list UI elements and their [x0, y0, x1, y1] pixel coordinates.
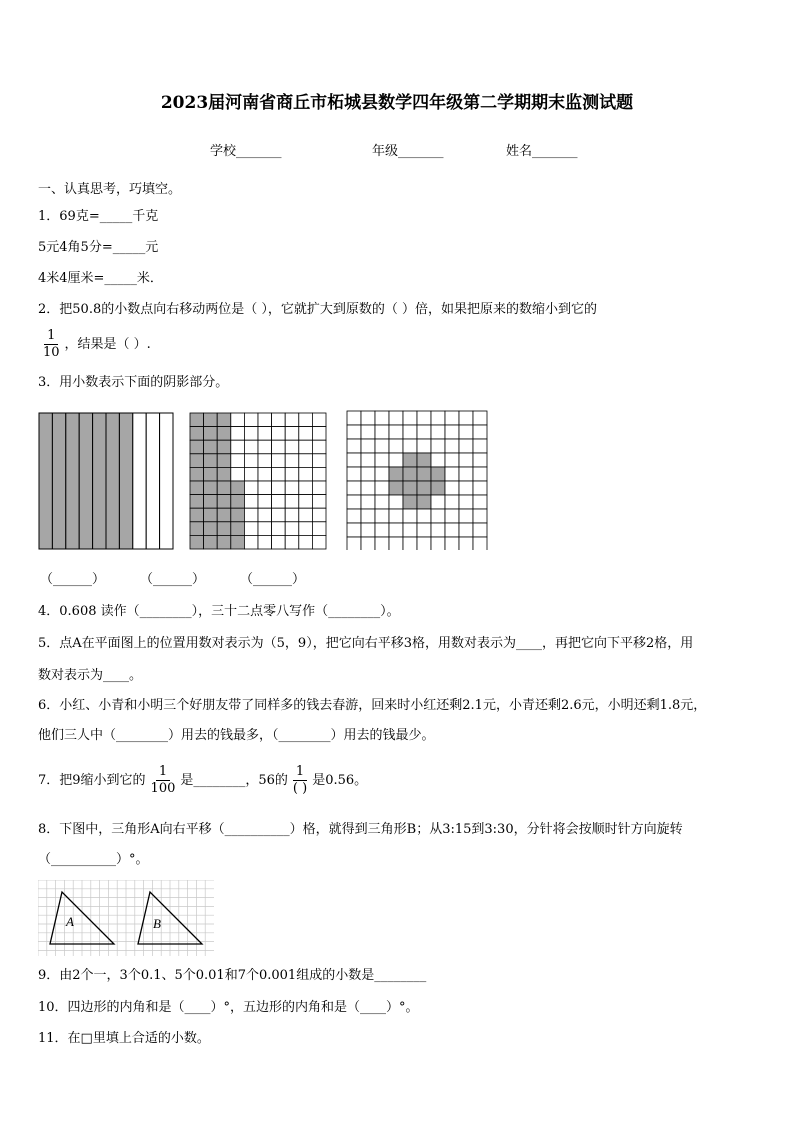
grid-square: [299, 522, 313, 536]
grid-square: [299, 508, 313, 522]
grid-square: [231, 440, 245, 454]
grid-square: [244, 522, 258, 536]
shaded-square: [217, 440, 231, 454]
shaded-square: [403, 495, 417, 509]
grid-square: [375, 523, 389, 537]
grid-square: [375, 425, 389, 439]
fraction-one-hundredth: $\frac{1}{100}$: [150, 764, 176, 796]
strip-column: [119, 413, 132, 549]
grid-square: [299, 467, 313, 481]
shaded-square: [204, 522, 218, 536]
shaded-square: [417, 453, 431, 467]
shaded-square: [389, 481, 403, 495]
shaded-square: [403, 453, 417, 467]
grid-square: [417, 523, 431, 537]
grid-square: [244, 440, 258, 454]
grid-square: [445, 537, 459, 550]
grid-square: [347, 425, 361, 439]
strip-column: [39, 413, 52, 549]
grid-square: [445, 439, 459, 453]
grid-square: [417, 425, 431, 439]
grid-square: [312, 508, 326, 522]
grid-square: [403, 523, 417, 537]
grid-square: [459, 523, 473, 537]
grid-square: [244, 413, 258, 427]
grid-square: [347, 523, 361, 537]
grid-square: [459, 439, 473, 453]
grid-square: [347, 439, 361, 453]
grid-square: [403, 439, 417, 453]
grid-square: [312, 522, 326, 536]
grid-square: [272, 413, 286, 427]
shaded-square: [190, 495, 204, 509]
shaded-square: [204, 535, 218, 549]
grid-square: [285, 413, 299, 427]
grid-square: [347, 453, 361, 467]
grid-square: [459, 481, 473, 495]
grid-square: [459, 495, 473, 509]
grid-square: [312, 454, 326, 468]
shaded-square: [431, 467, 445, 481]
grid-square: [375, 495, 389, 509]
strip-column: [146, 413, 159, 549]
grid-square: [244, 508, 258, 522]
grid-square: [312, 440, 326, 454]
grid-square: [244, 427, 258, 441]
shaded-square: [190, 467, 204, 481]
grid-square: [231, 427, 245, 441]
grid-square: [431, 509, 445, 523]
grid-square: [299, 535, 313, 549]
grid-square: [244, 454, 258, 468]
shaded-square: [204, 427, 218, 441]
grid-square: [312, 427, 326, 441]
grid-square: [361, 537, 375, 550]
grid-square: [417, 439, 431, 453]
grid-square: [389, 523, 403, 537]
grid-square: [272, 440, 286, 454]
fraction-one-tenth: $\frac{1}{10}$: [43, 328, 60, 360]
shaded-square: [389, 467, 403, 481]
q8-line1: 8．下图中，三角形A向右平移（__________）格，就得到三角形B；从3:15到3:30，分针将会按顺时针方向旋转: [38, 822, 683, 837]
grid-square: [473, 453, 487, 467]
shaded-square: [190, 522, 204, 536]
grid-square: [445, 509, 459, 523]
grid-square: [361, 523, 375, 537]
q3-blank-1[interactable]: （______）: [40, 572, 106, 587]
grid-square: [403, 425, 417, 439]
grid-square: [375, 537, 389, 550]
shaded-square: [217, 427, 231, 441]
fraction-blank-denominator[interactable]: $\frac{1}{( )}$: [292, 764, 308, 796]
grid-square: [431, 425, 445, 439]
grid-square: [258, 454, 272, 468]
grid-square: [285, 535, 299, 549]
grid-square: [347, 495, 361, 509]
figure-strips: [38, 412, 174, 550]
grid-square: [389, 495, 403, 509]
grid-square: [473, 523, 487, 537]
shaded-square: [431, 481, 445, 495]
shaded-square: [217, 467, 231, 481]
grid-square: [445, 453, 459, 467]
grid-square: [361, 481, 375, 495]
shaded-square: [204, 481, 218, 495]
grid-square: [361, 453, 375, 467]
grid-square: [389, 439, 403, 453]
grid-square: [445, 495, 459, 509]
shaded-square: [417, 495, 431, 509]
grid-square: [244, 495, 258, 509]
grid-square: [258, 508, 272, 522]
grid-square: [272, 481, 286, 495]
shaded-square: [204, 508, 218, 522]
page-title: 2023届河南省商丘市柘城县数学四年级第二学期期末监测试题: [160, 93, 634, 113]
grid-square: [417, 537, 431, 550]
grid-square: [299, 481, 313, 495]
grid-square: [403, 537, 417, 550]
grid-square: [473, 439, 487, 453]
grid-square: [459, 425, 473, 439]
grid-square: [299, 454, 313, 468]
figure-grid-cross: [346, 410, 488, 550]
strip-column: [133, 413, 146, 549]
shaded-square: [231, 522, 245, 536]
shaded-square: [190, 508, 204, 522]
grid-square: [459, 453, 473, 467]
grid-square: [258, 440, 272, 454]
figure-grid-l-shape: [189, 412, 327, 550]
shaded-square: [204, 467, 218, 481]
grid-square: [445, 467, 459, 481]
grid-square: [258, 467, 272, 481]
shaded-square: [231, 535, 245, 549]
grid-square: [285, 495, 299, 509]
grid-square: [431, 495, 445, 509]
grid-square: [473, 495, 487, 509]
q2-line2: $\frac{1}{10}$ ，结果是（ ）.: [38, 328, 151, 361]
shaded-square: [217, 522, 231, 536]
grid-square: [299, 495, 313, 509]
grid-square: [272, 467, 286, 481]
shaded-square: [217, 495, 231, 509]
grid-square: [285, 440, 299, 454]
q4: 4．0.608 读作（________），三十二点零八写作（________）。: [38, 604, 400, 619]
grid-square: [417, 411, 431, 425]
shaded-square: [217, 413, 231, 427]
grid-square: [272, 495, 286, 509]
figure-triangles: [38, 880, 214, 956]
grid-square: [389, 453, 403, 467]
grid-square: [231, 454, 245, 468]
grid-square: [258, 522, 272, 536]
grid-square: [375, 481, 389, 495]
grid-square: [445, 481, 459, 495]
grid-square: [285, 467, 299, 481]
shaded-square: [190, 535, 204, 549]
grid-square: [445, 425, 459, 439]
triangle-a-label: A: [66, 914, 74, 929]
q1-part-c: 4米4厘米=_____米．: [38, 271, 163, 286]
shaded-square: [231, 495, 245, 509]
grid-square: [231, 467, 245, 481]
q6-line2: 他们三人中（________）用去的钱最多，（________）用去的钱最少。: [38, 728, 435, 743]
grid-square: [375, 467, 389, 481]
grid-square: [258, 495, 272, 509]
q2-line1: 2．把50.8的小数点向右移动两位是（ ），它就扩大到原数的（ ）倍，如果把原来的数缩小到它的: [38, 302, 597, 317]
grid-square: [361, 439, 375, 453]
grid-square: [231, 413, 245, 427]
grid-square: [361, 509, 375, 523]
school-field[interactable]: 学校_______: [210, 144, 282, 159]
strip-column: [52, 413, 65, 549]
grid-square: [473, 411, 487, 425]
grid-square: [244, 467, 258, 481]
shaded-square: [217, 454, 231, 468]
shaded-square: [417, 481, 431, 495]
shaded-square: [204, 413, 218, 427]
grid-square: [361, 467, 375, 481]
grid-square: [361, 495, 375, 509]
grid-square: [312, 481, 326, 495]
grid-square: [459, 411, 473, 425]
shaded-square: [204, 440, 218, 454]
grid-square: [272, 522, 286, 536]
grid-square: [244, 535, 258, 549]
grid-square: [375, 509, 389, 523]
q8-line2: （__________）°。: [38, 852, 149, 867]
grid-square: [361, 425, 375, 439]
shaded-square: [190, 454, 204, 468]
grid-square: [312, 413, 326, 427]
grid-square: [361, 411, 375, 425]
q3-text: 3．用小数表示下面的阴影部分。: [38, 375, 229, 390]
grid-square: [459, 537, 473, 550]
shaded-square: [217, 508, 231, 522]
q5-line1: 5．点A在平面图上的位置用数对表示为（5，9），把它向右平移3格，用数对表示为____，再把它向下平移2格，用: [38, 636, 694, 651]
grid-square: [347, 467, 361, 481]
grid-square: [431, 523, 445, 537]
strip-column: [79, 413, 92, 549]
shaded-square: [231, 508, 245, 522]
shaded-square: [417, 467, 431, 481]
q1-part-a: 1．69克=_____千克: [38, 209, 159, 224]
grid-square: [389, 509, 403, 523]
grid-square: [431, 537, 445, 550]
grid-square: [473, 467, 487, 481]
grid-square: [473, 425, 487, 439]
grid-square: [285, 522, 299, 536]
grid-square: [431, 439, 445, 453]
grid-square: [417, 509, 431, 523]
strip-column: [160, 413, 173, 549]
grid-square: [389, 537, 403, 550]
grid-square: [299, 413, 313, 427]
grid-square: [347, 509, 361, 523]
grid-square: [473, 509, 487, 523]
grid-square: [431, 453, 445, 467]
q3-blank-2[interactable]: （______）: [140, 572, 206, 587]
grid-square: [403, 411, 417, 425]
q3-blank-3[interactable]: （______）: [240, 572, 306, 587]
grid-square: [347, 537, 361, 550]
grid-square: [389, 411, 403, 425]
name-field[interactable]: 姓名_______: [506, 144, 578, 159]
shaded-square: [403, 481, 417, 495]
grid-square: [347, 411, 361, 425]
shaded-square: [190, 481, 204, 495]
grid-square: [258, 427, 272, 441]
grid-square: [375, 439, 389, 453]
grid-square: [473, 481, 487, 495]
section-heading: 一、认真思考，巧填空。: [38, 182, 182, 197]
shaded-square: [190, 427, 204, 441]
grid-square: [445, 523, 459, 537]
grid-square: [272, 427, 286, 441]
grid-square: [258, 413, 272, 427]
strip-column: [106, 413, 119, 549]
shaded-square: [190, 413, 204, 427]
grid-square: [312, 495, 326, 509]
grid-square: [285, 427, 299, 441]
grid-square: [445, 411, 459, 425]
grid-square: [312, 535, 326, 549]
shaded-square: [403, 467, 417, 481]
grid-square: [347, 481, 361, 495]
shaded-square: [217, 481, 231, 495]
shaded-square: [231, 481, 245, 495]
grid-square: [375, 411, 389, 425]
q10: 10．四边形的内角和是（____）°，五边形的内角和是（____）°。: [38, 1000, 419, 1015]
grid-square: [299, 440, 313, 454]
q1-part-b: 5元4角5分=_____元: [38, 240, 159, 255]
grid-square: [299, 427, 313, 441]
grid-square: [285, 508, 299, 522]
grid-square: [375, 453, 389, 467]
triangle-b-label: B: [153, 916, 161, 931]
grid-square: [258, 535, 272, 549]
q6-line1: 6．小红、小青和小明三个好朋友带了同样多的钱去春游，回来时小红还剩2.1元，小青还剩2.6元，小明还剩1.8元，: [38, 698, 707, 713]
grid-square: [272, 508, 286, 522]
grade-field[interactable]: 年级_______: [372, 144, 444, 159]
grid-square: [459, 509, 473, 523]
grid-square: [473, 537, 487, 550]
shaded-square: [217, 535, 231, 549]
strip-column: [66, 413, 79, 549]
grid-square: [244, 481, 258, 495]
q11: 11．在□里填上合适的小数。: [38, 1031, 210, 1046]
shaded-square: [204, 454, 218, 468]
strip-column: [93, 413, 106, 549]
shaded-square: [190, 440, 204, 454]
grid-square: [272, 535, 286, 549]
grid-square: [403, 509, 417, 523]
grid-square: [272, 454, 286, 468]
q7: 7．把9缩小到它的 $\frac{1}{100}$ 是________，56的 $\frac{1}{( )}$ 是0.56。: [38, 764, 368, 796]
grid-square: [312, 467, 326, 481]
q9: 9．由2个一，3个0.1、5个0.01和7个0.001组成的小数是________: [38, 968, 427, 983]
grid-square: [285, 454, 299, 468]
grid-square: [285, 481, 299, 495]
grid-square: [258, 481, 272, 495]
grid-square: [459, 467, 473, 481]
grid-square: [431, 411, 445, 425]
shaded-square: [204, 495, 218, 509]
grid-square: [389, 425, 403, 439]
q5-line2: 数对表示为____。: [38, 668, 143, 683]
